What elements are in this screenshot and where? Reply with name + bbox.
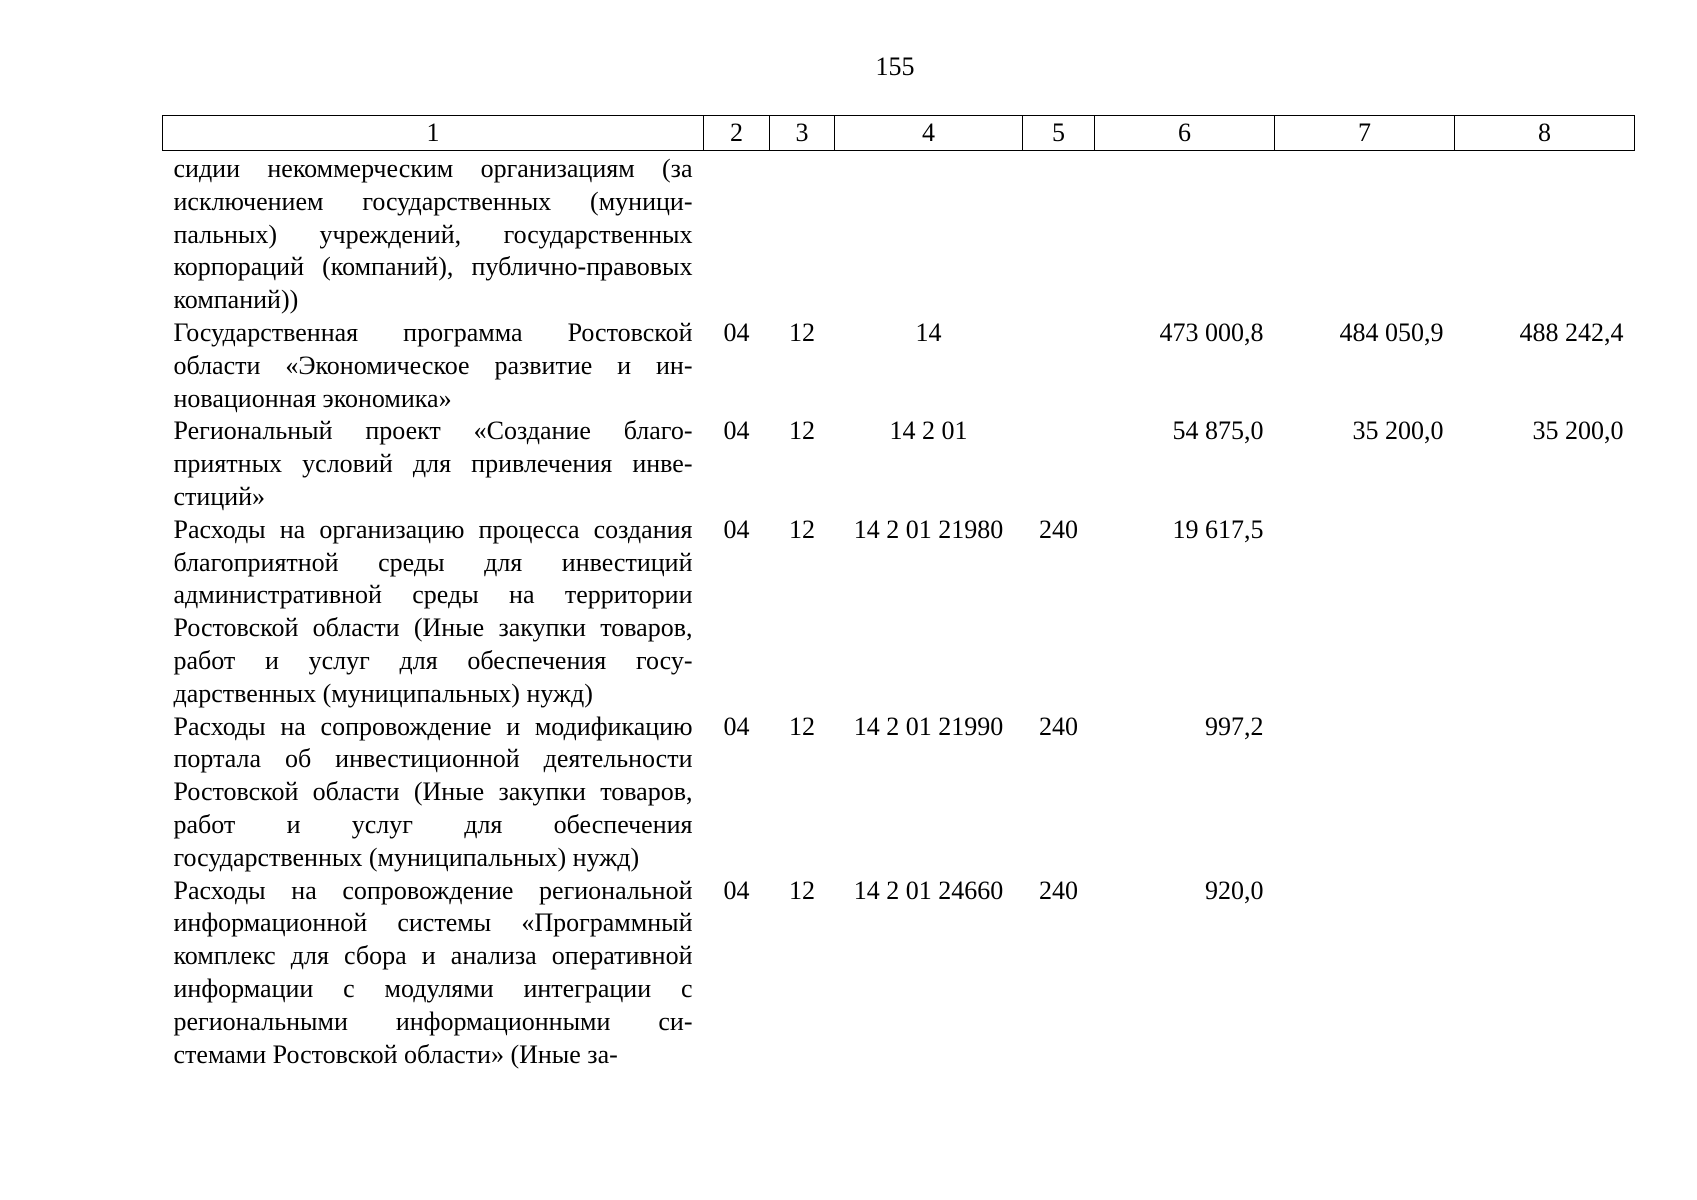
row-name: Региональный проект «Создание благоприятных условий для привлечения инвестиций»	[173, 416, 693, 511]
row-section: 04	[723, 514, 750, 544]
row-subsection	[770, 151, 835, 317]
row-amount-col6	[1095, 151, 1275, 317]
column-header-3: 3	[770, 116, 835, 151]
row-subsection: 12	[789, 514, 815, 544]
row-target-article: 14	[915, 317, 942, 347]
column-header-6: 6	[1095, 116, 1275, 151]
column-header-1: 1	[163, 116, 704, 151]
row-amount-col7	[1275, 151, 1455, 317]
row-amount-col7: 35 200,0	[1352, 416, 1444, 446]
row-amount-col7	[1275, 875, 1455, 1072]
column-header-8: 8	[1455, 116, 1635, 151]
row-subsection: 12	[789, 416, 815, 446]
table-row	[163, 875, 1635, 1072]
row-amount-col6: 997,2	[1205, 711, 1264, 741]
row-amount-col8	[1455, 711, 1635, 875]
table-row	[163, 514, 1635, 711]
column-header-5: 5	[1023, 116, 1095, 151]
table-row	[163, 415, 1635, 513]
row-amount-col7: 484 050,9	[1339, 317, 1444, 347]
table-row	[163, 711, 1635, 875]
row-amount-col6: 54 875,0	[1172, 416, 1264, 446]
table-row	[163, 317, 1635, 415]
row-subsection: 12	[789, 711, 815, 741]
row-target-article: 14 2 01 24660	[853, 875, 1004, 905]
row-section: 04	[723, 875, 750, 905]
row-section: 04	[723, 416, 750, 446]
row-target-article: 14 2 01	[889, 416, 968, 446]
row-target-article	[835, 151, 1023, 317]
row-amount-col7	[1275, 514, 1455, 711]
row-amount-col7	[1275, 711, 1455, 875]
row-name: Расходы на сопровождение региональной информационной системы «Программный комплекс для сбора и анализа оперативной информации с модулями интеграции с региональными информационными системами Ростовской области» (Иные за-	[173, 875, 693, 1069]
header-row	[163, 116, 1635, 151]
row-expense-type: 240	[1039, 711, 1078, 741]
row-name: Расходы на сопровождение и модификацию портала об инвестиционной деятельности Ростовской области (Иные закупки товаров, работ и услуг для обеспечения государственных (муниципальных) нужд)	[173, 711, 693, 872]
row-subsection: 12	[789, 317, 815, 347]
row-amount-col8	[1455, 514, 1635, 711]
row-target-article: 14 2 01 21990	[853, 711, 1004, 741]
row-expense-type	[1023, 151, 1095, 317]
row-amount-col6: 473 000,8	[1159, 317, 1264, 347]
table-row	[163, 151, 1635, 317]
row-target-article: 14 2 01 21980	[853, 514, 1004, 544]
row-subsection: 12	[789, 875, 815, 905]
budget-table	[162, 115, 1635, 1071]
row-section: 04	[723, 317, 750, 347]
row-section	[704, 151, 770, 317]
row-expense-type	[1023, 415, 1095, 513]
row-expense-type: 240	[1039, 514, 1078, 544]
row-amount-col8: 35 200,0	[1532, 416, 1624, 446]
column-header-4: 4	[835, 116, 1023, 151]
row-expense-type	[1023, 317, 1095, 415]
row-amount-col6: 920,0	[1205, 875, 1264, 905]
row-name: сидии некоммерческим организациям (за исключением государственных (муниципальных) учреждений, государственных корпораций (компаний), публично-правовых компаний))	[173, 154, 693, 315]
row-amount-col6: 19 617,5	[1172, 514, 1264, 544]
row-amount-col8: 488 242,4	[1519, 317, 1624, 347]
column-header-7: 7	[1275, 116, 1455, 151]
row-expense-type: 240	[1039, 875, 1078, 905]
column-header-2: 2	[704, 116, 770, 151]
page-number: 155	[875, 52, 915, 81]
row-amount-col8	[1455, 151, 1635, 317]
row-name: Расходы на организацию процесса создания благоприятной среды для инвестиций административной среды на территории Ростовской области (Иные закупки товаров, работ и услуг для обеспечения государственных (муниципальных) нужд)	[173, 514, 693, 708]
row-name: Государственная программа Ростовской области «Экономическое развитие и инновационная экономика»	[173, 317, 693, 413]
row-section: 04	[723, 711, 750, 741]
row-amount-col8	[1455, 875, 1635, 1072]
